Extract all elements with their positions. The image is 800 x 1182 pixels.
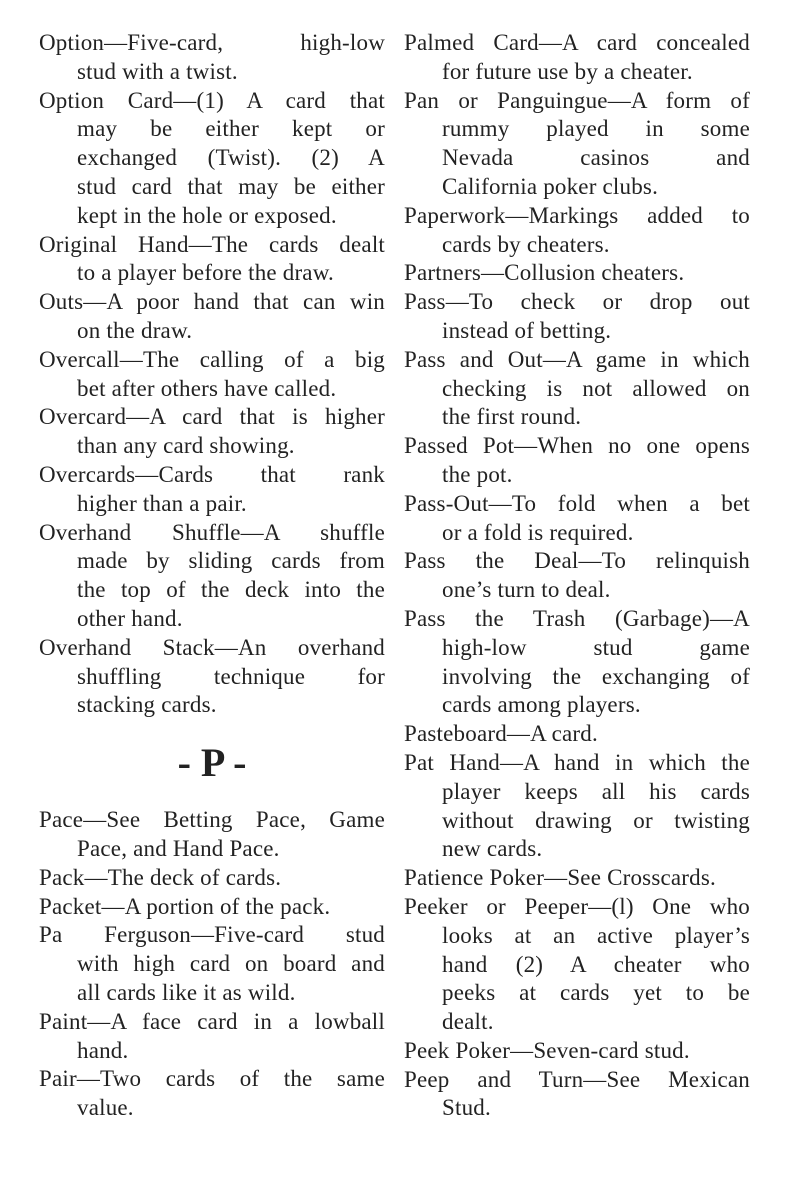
entry-definition-line: on the draw. (77, 317, 193, 343)
entry-definition-line: higher than a pair. (77, 490, 247, 516)
entries-before-heading (39, 29, 385, 720)
glossary-entry (404, 259, 750, 288)
entry-definition-line: to a player before the draw. (77, 260, 334, 286)
glossary-entry (404, 1066, 750, 1124)
glossary-entry (39, 461, 385, 519)
entry-term-line: Original Hand—The cards dealt (39, 231, 385, 257)
entry-definition-line: the first round. (442, 404, 582, 430)
entry-definition-line: one’s turn to deal. (442, 577, 611, 603)
glossary-entry (39, 231, 385, 289)
entry-definition-line: cards by cheaters. (442, 231, 610, 257)
entry-term-line: Paint—A face card in a lowball (39, 1008, 385, 1034)
glossary-entry (39, 87, 385, 231)
glossary-entry (39, 921, 385, 1007)
entry-definition-line: bet after others have called. (77, 375, 337, 401)
entry-definition-line: looks at an active player’s (442, 922, 750, 948)
entry-definition-line: stud card that may be either (77, 173, 385, 199)
glossary-entry (404, 288, 750, 346)
glossary-entry (39, 403, 385, 461)
entry-term-line: Pack—The deck of cards. (39, 864, 282, 890)
entry-term-line: Overhand Shuffle—A shuffle (39, 519, 385, 545)
entry-definition-line: all cards like it as wild. (77, 979, 296, 1005)
entry-definition-line: than any card showing. (77, 433, 295, 459)
entry-term-line: Pace—See Betting Pace, Game (39, 807, 385, 833)
entry-definition-line: exchanged (Twist). (2) A (77, 145, 385, 171)
entry-definition-line: may be either kept or (77, 116, 385, 142)
left-column (39, 29, 385, 1123)
glossary-entry (39, 893, 385, 922)
entry-term-line: Pass the Deal—To relinquish (404, 548, 750, 574)
entry-definition-line: for future use by a cheater. (442, 58, 693, 84)
entry-definition-line: hand. (77, 1037, 129, 1063)
entry-definition-line: stud with a twist. (77, 58, 238, 84)
entry-definition-line: the pot. (442, 461, 513, 487)
entry-definition-line: new cards. (442, 836, 543, 862)
glossary-entry (39, 519, 385, 634)
glossary-entry (404, 605, 750, 720)
entry-definition-line: value. (77, 1095, 134, 1121)
entry-term-line: Pan or Panguingue—A form of (404, 87, 750, 113)
entry-definition-line: dealt. (442, 1009, 494, 1035)
glossary-entry (39, 288, 385, 346)
entry-term-line: Pair—Two cards of the same (39, 1066, 385, 1092)
entry-term-line: Palmed Card—A card concealed (404, 30, 750, 55)
entry-definition-line: with high card on board and (77, 951, 385, 977)
entry-term-line: Peeker or Peeper—(l) One who (404, 893, 750, 919)
entry-term-line: Option—Five-card, high-low (39, 30, 385, 55)
glossary-entry (404, 1037, 750, 1066)
entry-definition-line: kept in the hole or exposed. (77, 202, 337, 228)
glossary-entry (404, 864, 750, 893)
entry-term-line: Passed Pot—When no one opens (404, 433, 750, 459)
glossary-entry (404, 346, 750, 432)
entry-term-line: Pass and Out—A game in which (404, 346, 750, 372)
entry-term-line: Pass the Trash (Garbage)—A (404, 605, 750, 631)
entry-definition-line: checking is not allowed on (442, 375, 750, 401)
entry-definition-line: or a fold is required. (442, 519, 634, 545)
glossary-entry (39, 864, 385, 893)
entry-definition-line: stacking cards. (77, 692, 217, 718)
entry-definition-line: without drawing or twisting (442, 807, 750, 833)
entry-term-line: Paperwork—Markings added to (404, 202, 750, 228)
right-column (404, 29, 750, 1123)
entry-definition-line: shuffling technique for (77, 663, 385, 689)
entry-definition-line: player keeps all his cards (442, 778, 750, 804)
entry-definition-line: other hand. (77, 605, 183, 631)
glossary-entry (39, 346, 385, 404)
entry-definition-line: Stud. (442, 1095, 491, 1121)
entry-term-line: Partners—Collusion cheaters. (404, 260, 685, 286)
glossary-entry (39, 1065, 385, 1123)
entry-term-line: Packet—A portion of the pack. (39, 893, 331, 919)
glossary-entry (39, 634, 385, 720)
glossary-entry (404, 547, 750, 605)
entry-definition-line: made by sliding cards from (77, 548, 385, 574)
entry-term-line: Overcards—Cards that rank (39, 461, 385, 487)
entry-term-line: Peep and Turn—See Mexican (404, 1066, 750, 1092)
entry-term-line: Pasteboard—A card. (404, 721, 598, 747)
entry-term-line: Patience Poker—See Crosscards. (404, 865, 716, 891)
glossary-entry (404, 720, 750, 749)
entry-term-line: Peek Poker—Seven-card stud. (404, 1037, 690, 1063)
entry-term-line: Outs—A poor hand that can win (39, 289, 385, 315)
entry-term-line: Pass-Out—To fold when a bet (404, 490, 750, 516)
entry-term-line: Overcall—The calling of a big (39, 346, 385, 372)
entry-term-line: Pa Ferguson—Five-card stud (39, 922, 385, 948)
entry-term-line: Overhand Stack—An overhand (39, 634, 385, 660)
entry-term-line: Pass—To check or drop out (404, 289, 750, 315)
entry-definition-line: the top of the deck into the (77, 577, 385, 603)
glossary-entry (404, 490, 750, 548)
entry-definition-line: hand (2) A cheater who (442, 951, 750, 977)
entry-definition-line: cards among players. (442, 692, 641, 718)
entry-definition-line: high-low stud game (442, 634, 750, 660)
entry-definition-line: peeks at cards yet to be (442, 980, 750, 1006)
entry-definition-line: instead of betting. (442, 317, 612, 343)
glossary-entry (39, 1008, 385, 1066)
glossary-entry (404, 749, 750, 864)
glossary-entry (39, 29, 385, 87)
entry-definition-line: Pace, and Hand Pace. (77, 835, 280, 861)
entry-definition-line: involving the exchanging of (442, 663, 750, 689)
entry-term-line: Overcard—A card that is higher (39, 404, 385, 430)
glossary-entry (404, 432, 750, 490)
glossary-entry (39, 806, 385, 864)
entries-after-heading (39, 806, 385, 1123)
section-heading-p: - P - (177, 740, 247, 786)
entry-definition-line: rummy played in some (442, 116, 750, 142)
entry-term-line: Pat Hand—A hand in which the (404, 749, 750, 775)
entry-definition-line: California poker clubs. (442, 173, 659, 199)
glossary-entry (404, 29, 750, 87)
entry-term-line: Option Card—(1) A card that (39, 87, 385, 113)
glossary-entry (404, 202, 750, 260)
glossary-entry (404, 893, 750, 1037)
glossary-entry (404, 87, 750, 202)
entry-definition-line: Nevada casinos and (442, 145, 750, 171)
